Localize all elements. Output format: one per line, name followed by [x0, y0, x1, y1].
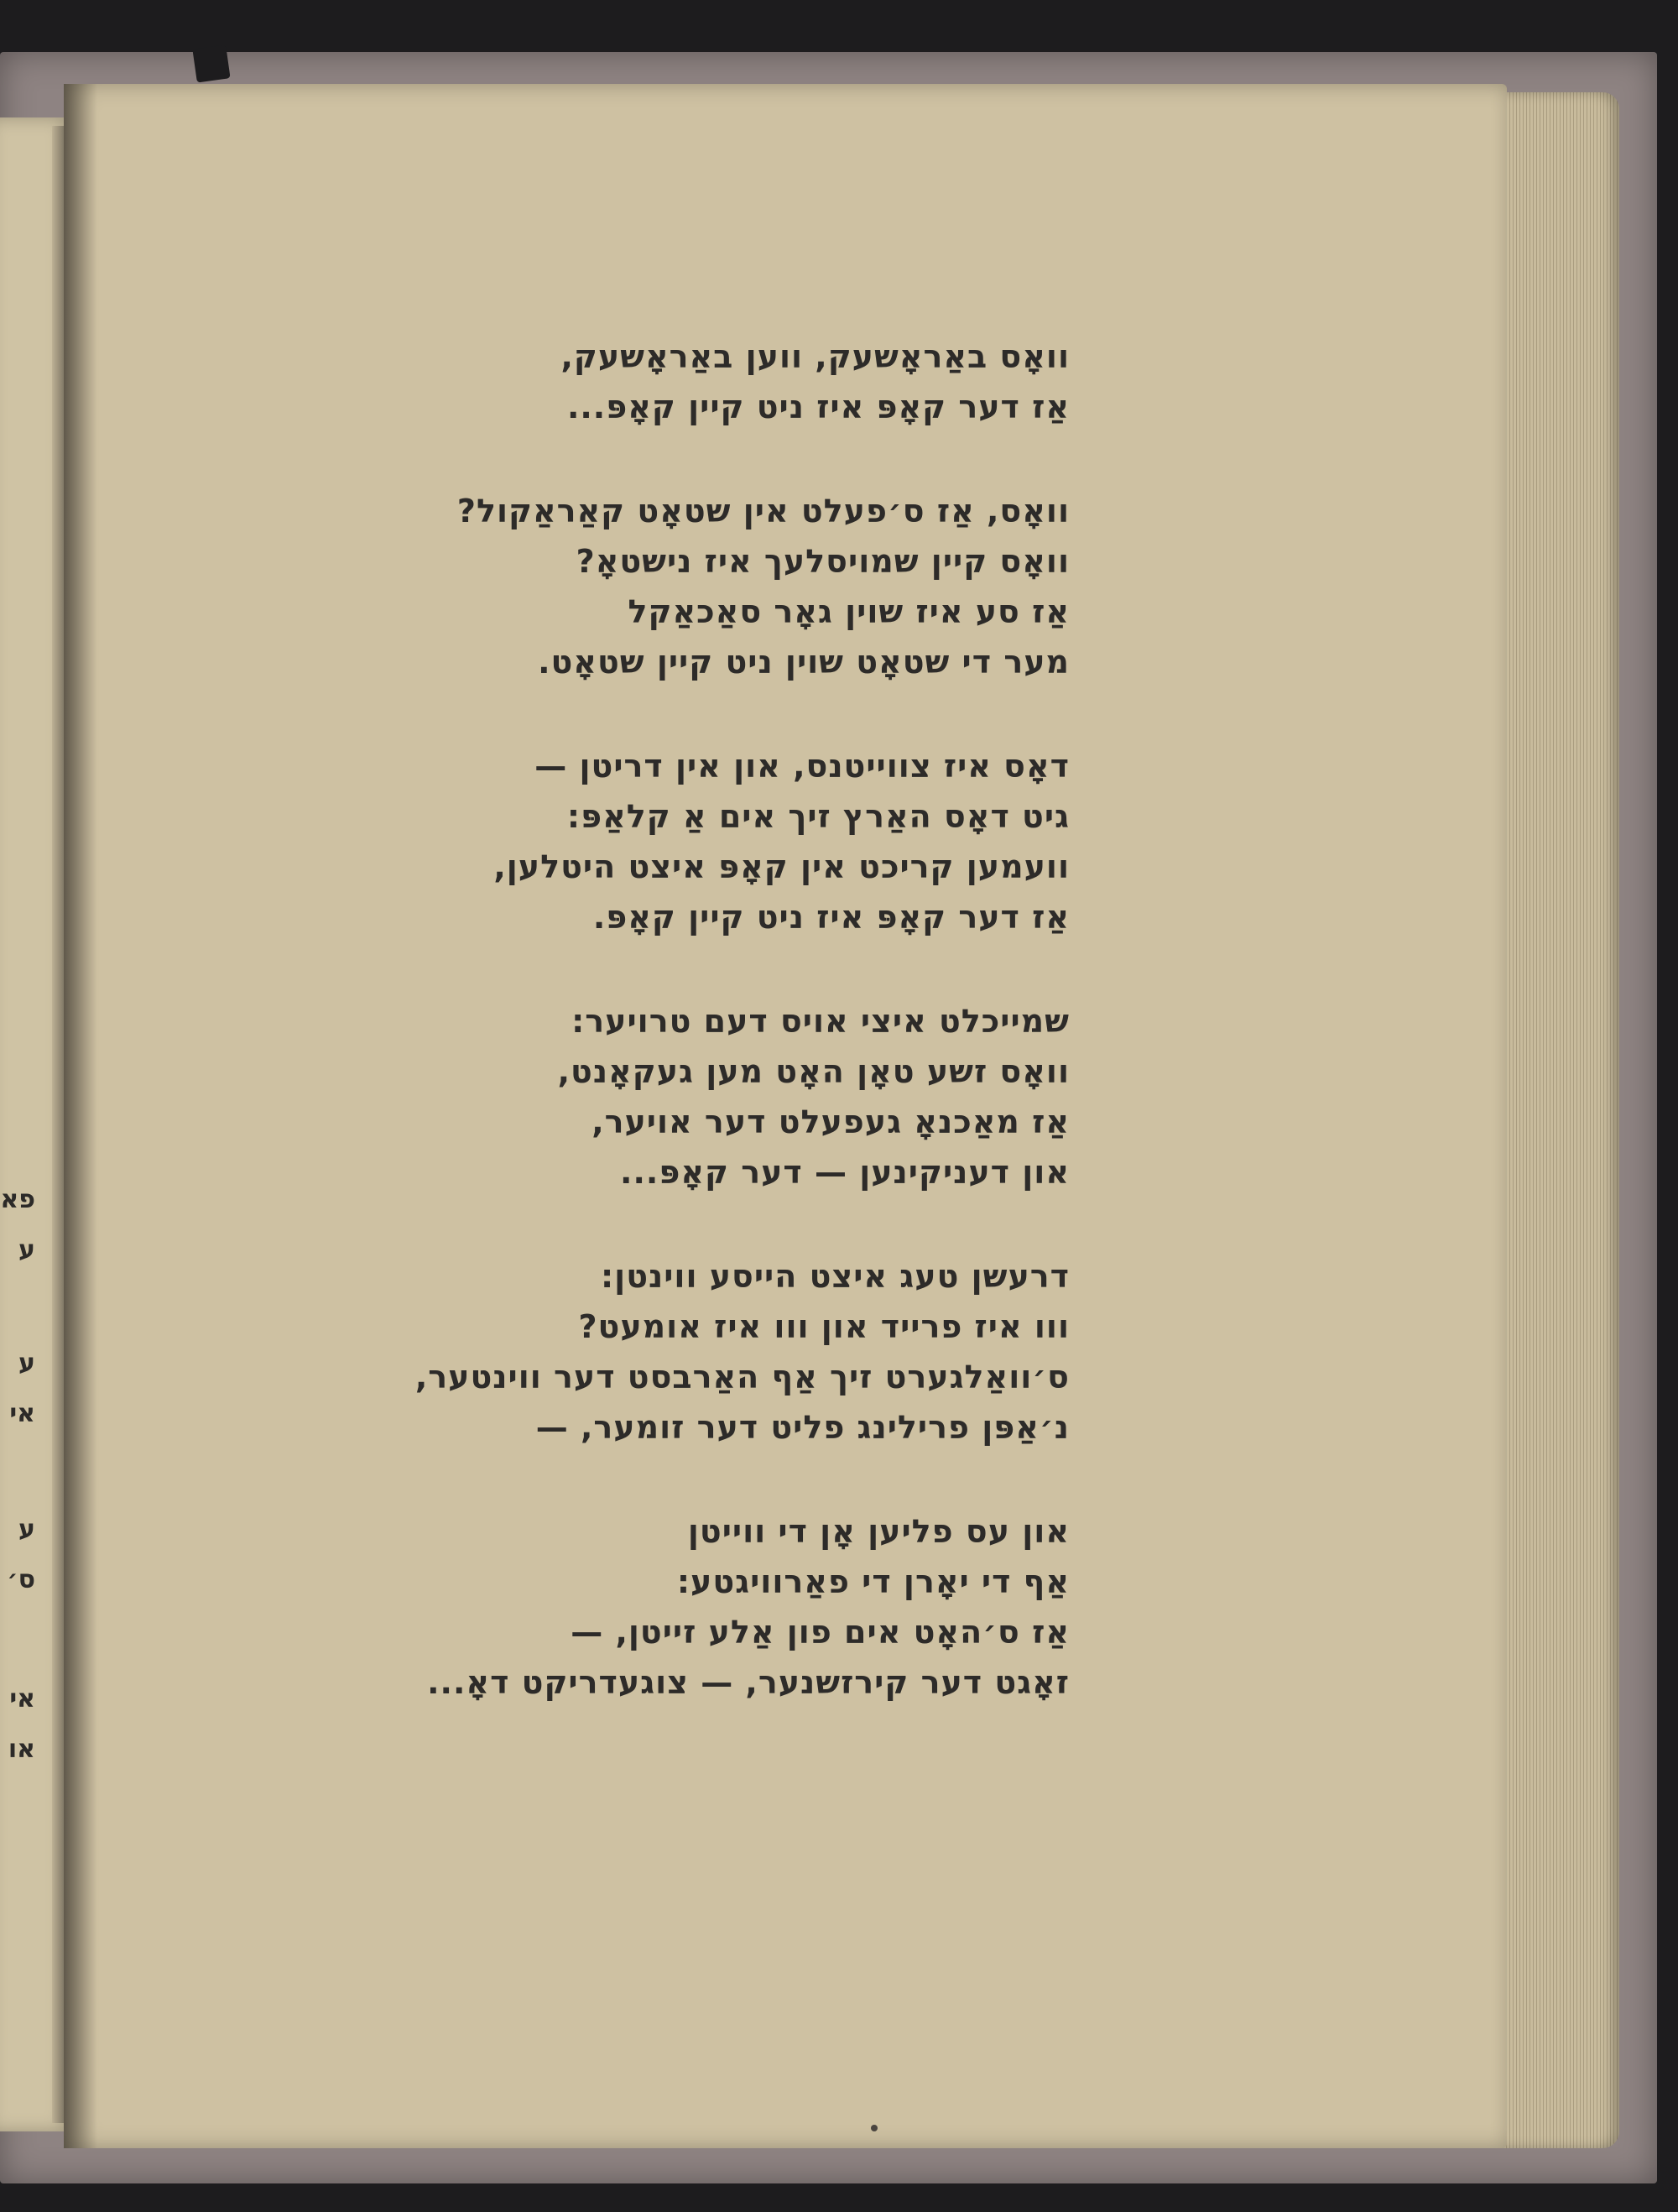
- cover-corner-damage: [192, 44, 230, 82]
- page-gutter-shadow: [64, 84, 97, 2148]
- poem-line: זאָגט דער קירזשנער, — צוגעדריקט דאָ...: [427, 1664, 1070, 1701]
- left-page-text-fragment: ע: [18, 1235, 35, 1265]
- poem-line: און דעניקינען — דער קאָפּ...: [620, 1154, 1070, 1191]
- left-page-text-fragment: ע: [18, 1515, 35, 1544]
- poem-line: אַז סע איז שוין גאָר סאַכאַקל: [628, 593, 1070, 630]
- poem-line: אַז דער קאָפּ איז ניט קיין קאָפּ...: [566, 389, 1070, 425]
- poem-line: אַז מאַכנאָ געפעלט דער אויער,: [591, 1103, 1070, 1140]
- poem-line: נ׳אַפּן פרילינג פליט דער זומער, —: [535, 1409, 1070, 1446]
- poem-line: און עס פליען אָן די ווייטן: [687, 1513, 1070, 1550]
- left-page-text-fragment: או: [8, 1735, 35, 1764]
- poem-line: ס׳וואַלגערט זיך אַף האַרבסט דער ווינטער,: [414, 1359, 1070, 1396]
- poem-line: גיט דאָס האַרץ זיך אים אַ קלאַפּ:: [566, 798, 1070, 835]
- poem-line: וואָס, אַז ס׳פעלט אין שטאָט קאַראַקול?: [456, 493, 1070, 530]
- poem-line: אַז ס׳האָט אים פון אַלע זייטן, —: [571, 1614, 1070, 1651]
- left-page-text-fragment: פא: [0, 1185, 35, 1214]
- left-page-text-fragment: ס׳: [7, 1565, 35, 1594]
- left-page-text-fragment: אי: [9, 1684, 35, 1714]
- stanza: [319, 1251, 1070, 1453]
- paper-speck: [871, 2125, 878, 2131]
- stanza: [319, 331, 1070, 432]
- poem-line: ווו איז פרייד און ווו איז אומעט?: [578, 1308, 1070, 1345]
- poem-line: מער די שטאָט שוין ניט קיין שטאָט.: [538, 644, 1070, 681]
- left-page-text-fragment: ע: [18, 1349, 35, 1378]
- poem-line: דאָס איז צווייטנס, און אין דריטן —: [534, 748, 1070, 785]
- stanza: [319, 486, 1070, 687]
- poem-text: [319, 331, 1070, 1761]
- left-page-text-fragment: אי: [9, 1399, 35, 1428]
- stanza: [319, 741, 1070, 942]
- poem-line: וואָס זשע טאָן האָט מען געקאָנט,: [557, 1053, 1070, 1090]
- poem-line: אַז דער קאָפּ איז ניט קיין קאָפּ.: [592, 899, 1070, 936]
- poem-line: דרעשן טעג איצט הייסע ווינטן:: [600, 1258, 1070, 1295]
- stanza: [319, 1506, 1070, 1708]
- poem-line: אַף די יאָרן די פאַרוויגטע:: [676, 1563, 1070, 1600]
- poem-line: וואָס באַראָשעק, ווען באַראָשעק,: [560, 338, 1070, 375]
- poem-line: וואָס קיין שמויסלעך איז נישטאָ?: [576, 543, 1070, 580]
- poem-line: וועמען קריכט אין קאָפּ איצט היטלען,: [493, 848, 1070, 885]
- stanza: [319, 996, 1070, 1197]
- poem-line: שמייכלט איצי אויס דעם טרויער:: [571, 1003, 1070, 1040]
